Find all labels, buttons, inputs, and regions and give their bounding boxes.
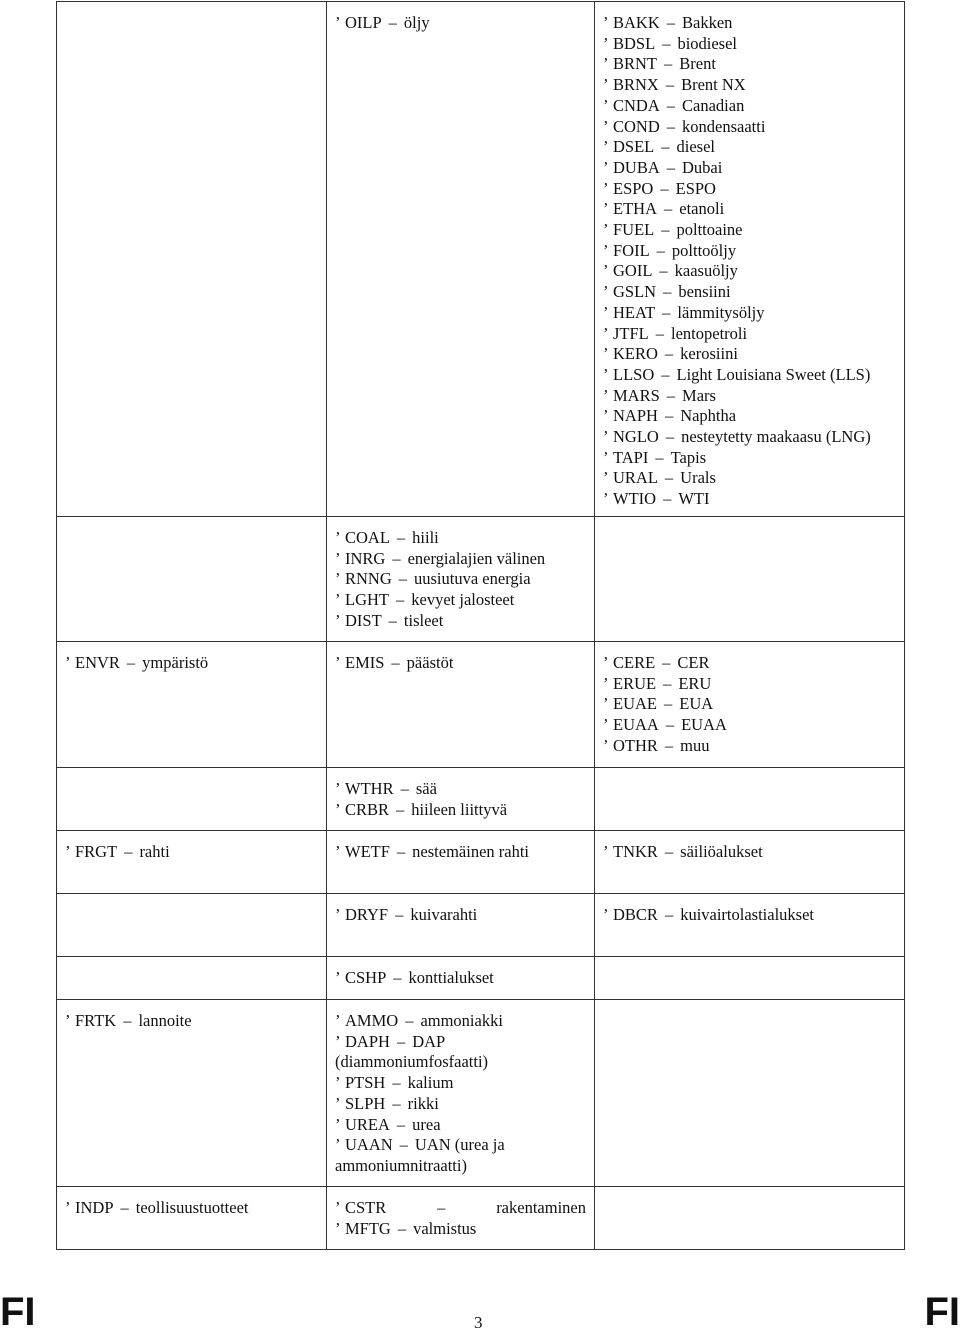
dash: – [666,95,676,115]
category-cell [57,517,327,642]
subcategory-entry: ’ WETF – nestemäinen rahti [335,842,530,861]
dash: – [665,427,675,447]
subcategory-entry: ’ CSHP – konttialukset [335,968,494,987]
detail-entry [603,13,896,34]
detail-entry [603,303,896,324]
dash: – [664,54,673,74]
detail-code: MARS [613,385,660,405]
category-cell [57,768,327,831]
dash: – [660,178,669,198]
detail-entry: ’ ERUE – ERU [603,673,712,693]
detail-name: Mars [682,385,716,405]
detail-entry [603,427,896,448]
table-row [57,768,905,831]
detail-entry [603,365,896,386]
category-cell [57,1000,327,1187]
detail-code: ETHA [613,199,657,219]
quote-mark: ’ [603,54,609,74]
subcategory-entry: ’ DRYF – kuivarahti [335,905,478,924]
footer-left-mark: FI [0,1290,36,1334]
detail-name: Dubai [682,157,723,177]
page-number: 3 [474,1313,483,1332]
category-entry: ’ FRTK – lannoite [65,1011,192,1030]
detail-code: CNDA [613,95,660,115]
detail-code: URAL [613,468,658,488]
detail-entry: ’ EUAE – EUA [603,694,714,714]
detail-name: kerosiini [680,344,738,364]
subcategory-cell [327,957,595,1000]
detail-name: Light Louisiana Sweet (LLS) [676,364,871,384]
category-cell [57,1187,327,1250]
detail-cell [595,768,905,831]
subcategory-entry: ’ CSTR – rakentaminen [335,1198,586,1217]
dash: – [663,489,672,509]
quote-mark: ’ [603,364,609,384]
subcategory-entry: ’ OILP – öljy [335,13,430,32]
commodity-code-table [56,1,905,1250]
detail-entry: ’ DBCR – kuivairtolastialukset [603,905,814,924]
subcategory-entry: ’ SLPH – rikki [335,1093,439,1113]
category-cell [57,894,327,957]
subcategory-entry: ’ PTSH – kalium [335,1073,454,1093]
quote-mark: ’ [603,137,609,157]
detail-entry [603,54,896,75]
detail-entry [603,179,896,200]
detail-entry [603,448,896,469]
dash: – [666,116,676,136]
detail-cell [595,894,905,957]
quote-mark: ’ [603,282,609,302]
detail-entry [603,158,896,179]
footer-right-mark: FI [924,1290,960,1334]
detail-name: Urals [680,468,716,488]
subcategory-entry: ’ EMIS – päästöt [335,653,454,672]
dash: – [666,385,676,405]
detail-entry [603,406,896,427]
dash: – [664,468,674,488]
detail-name: biodiesel [677,33,738,53]
detail-name: ESPO [675,178,716,198]
table-row [57,2,905,517]
detail-name: kaasuöljy [674,261,738,281]
subcategory-cell [327,2,595,517]
quote-mark: ’ [603,116,609,136]
subcategory-entry: ’ LGHT – kevyet jalosteet [335,590,515,610]
detail-name: polttoaine [676,220,743,240]
detail-code: FUEL [613,220,655,240]
detail-entry [603,137,896,158]
category-entry: ’ INDP – teollisuustuotteet [65,1198,249,1217]
subcategory-entry-continuation: (diammoniumfosfaatti) [335,1052,489,1072]
subcategory-entry-continuation: ammoniumnitraatti) [335,1155,467,1175]
detail-entry: ’ OTHR – muu [603,735,710,755]
detail-code: ESPO [613,178,654,198]
detail-name: Canadian [682,95,745,115]
quote-mark: ’ [603,323,609,343]
detail-entry [603,199,896,220]
subcategory-entry: ’ UAAN – UAN (urea ja [335,1135,505,1155]
detail-code: DUBA [613,157,660,177]
quote-mark: ’ [603,447,609,467]
detail-entry [603,241,896,262]
detail-entry: ’ CERE – CER [603,653,710,672]
dash: – [661,364,670,384]
subcategory-entry: ’ MFTG – valmistus [335,1218,477,1238]
detail-code: TAPI [613,447,649,467]
detail-entry [603,117,896,138]
dash: – [666,157,676,177]
dash: – [662,33,671,53]
table-row [57,517,905,642]
category-entry: ’ FRGT – rahti [65,842,170,861]
detail-code: GOIL [613,261,653,281]
detail-code: NGLO [613,427,659,447]
subcategory-entry: ’ COAL – hiili [335,528,439,547]
dash: – [655,323,665,343]
dash: – [666,13,676,32]
dash: – [663,282,672,302]
detail-code: BDSL [613,33,656,53]
dash: – [656,240,665,260]
dash: – [661,137,670,157]
detail-cell [595,642,905,768]
category-entry: ’ ENVR – ympäristö [65,653,209,672]
detail-entry: ’ TNKR – säiliöalukset [603,842,763,861]
quote-mark: ’ [603,95,609,115]
detail-entry [603,324,896,345]
table-row [57,957,905,1000]
detail-entry [603,468,896,489]
quote-mark: ’ [603,157,609,177]
subcategory-entry: ’ AMMO – ammoniakki [335,1011,503,1030]
subcategory-cell [327,894,595,957]
detail-name: kondensaatti [682,116,766,136]
detail-code: BRNT [613,54,658,74]
quote-mark: ’ [603,75,609,95]
detail-code: BAKK [613,13,660,32]
dash: – [664,406,674,426]
detail-name: nesteytetty maakaasu (LNG) [681,427,871,447]
dash: – [665,75,675,95]
subcategory-cell [327,517,595,642]
quote-mark: ’ [603,199,609,219]
quote-mark: ’ [603,468,609,488]
detail-name: Brent NX [681,75,746,95]
subcategory-entry: ’ RNNG – uusiutuva energia [335,569,531,589]
detail-cell [595,517,905,642]
quote-mark: ’ [603,13,609,32]
detail-code: NAPH [613,406,658,426]
detail-name: Brent [679,54,716,74]
dash: – [659,261,668,281]
quote-mark: ’ [603,427,609,447]
detail-entry [603,282,896,303]
detail-name: lämmitysöljy [677,302,765,322]
quote-mark: ’ [603,385,609,405]
detail-code: LLSO [613,364,655,384]
subcategory-cell [327,642,595,768]
detail-code: FOIL [613,240,650,260]
subcategory-entry: ’ CRBR – hiileen liittyvä [335,799,508,819]
detail-entry [603,75,896,96]
table-row [57,831,905,894]
detail-name: lentopetroli [671,323,748,343]
detail-name: etanoli [679,199,725,219]
subcategory-cell [327,1187,595,1250]
detail-cell [595,1000,905,1187]
dash: – [664,199,673,219]
category-cell [57,2,327,517]
detail-cell [595,1187,905,1250]
quote-mark: ’ [603,178,609,198]
detail-name: Naphtha [680,406,737,426]
quote-mark: ’ [603,344,609,364]
table-row [57,642,905,768]
detail-code: KERO [613,344,658,364]
subcategory-entry: ’ DAPH – DAP [335,1031,446,1051]
detail-entry [603,261,896,282]
dash: – [655,447,664,467]
detail-cell [595,831,905,894]
table-row [57,1000,905,1187]
table-row [57,894,905,957]
detail-name: WTI [678,489,710,509]
detail-name: bensiini [678,282,731,302]
detail-code: WTIO [613,489,657,509]
detail-entry [603,344,896,365]
detail-cell [595,2,905,517]
subcategory-cell [327,1000,595,1187]
subcategory-entry: ’ INRG – energialajien välinen [335,548,546,568]
quote-mark: ’ [603,489,609,509]
detail-entry: ’ EUAA – EUAA [603,715,727,735]
subcategory-cell [327,768,595,831]
detail-code: BRNX [613,75,659,95]
category-cell [57,642,327,768]
subcategory-entry: ’ UREA – urea [335,1114,441,1134]
table-row [57,1187,905,1250]
dash: – [661,220,670,240]
quote-mark: ’ [603,220,609,240]
detail-entry [603,220,896,241]
detail-name: polttoöljy [671,240,737,260]
detail-code: HEAT [613,302,656,322]
detail-entry [603,489,896,510]
dash: – [662,302,671,322]
dash: – [664,344,674,364]
detail-code: COND [613,116,660,136]
quote-mark: ’ [603,261,609,281]
detail-name: Bakken [682,13,733,32]
quote-mark: ’ [603,406,609,426]
quote-mark: ’ [603,302,609,322]
detail-code: JTFL [613,323,649,343]
detail-code: DSEL [613,137,655,157]
subcategory-cell [327,831,595,894]
detail-entry [603,96,896,117]
subcategory-entry: ’ DIST – tisleet [335,610,444,630]
category-cell [57,831,327,894]
detail-entry [603,34,896,55]
subcategory-entry: ’ WTHR – sää [335,779,437,798]
detail-cell [595,957,905,1000]
quote-mark: ’ [603,33,609,53]
detail-code: GSLN [613,282,657,302]
quote-mark: ’ [603,240,609,260]
detail-name: diesel [676,137,715,157]
detail-entry [603,386,896,407]
category-cell [57,957,327,1000]
detail-name: Tapis [670,447,707,467]
